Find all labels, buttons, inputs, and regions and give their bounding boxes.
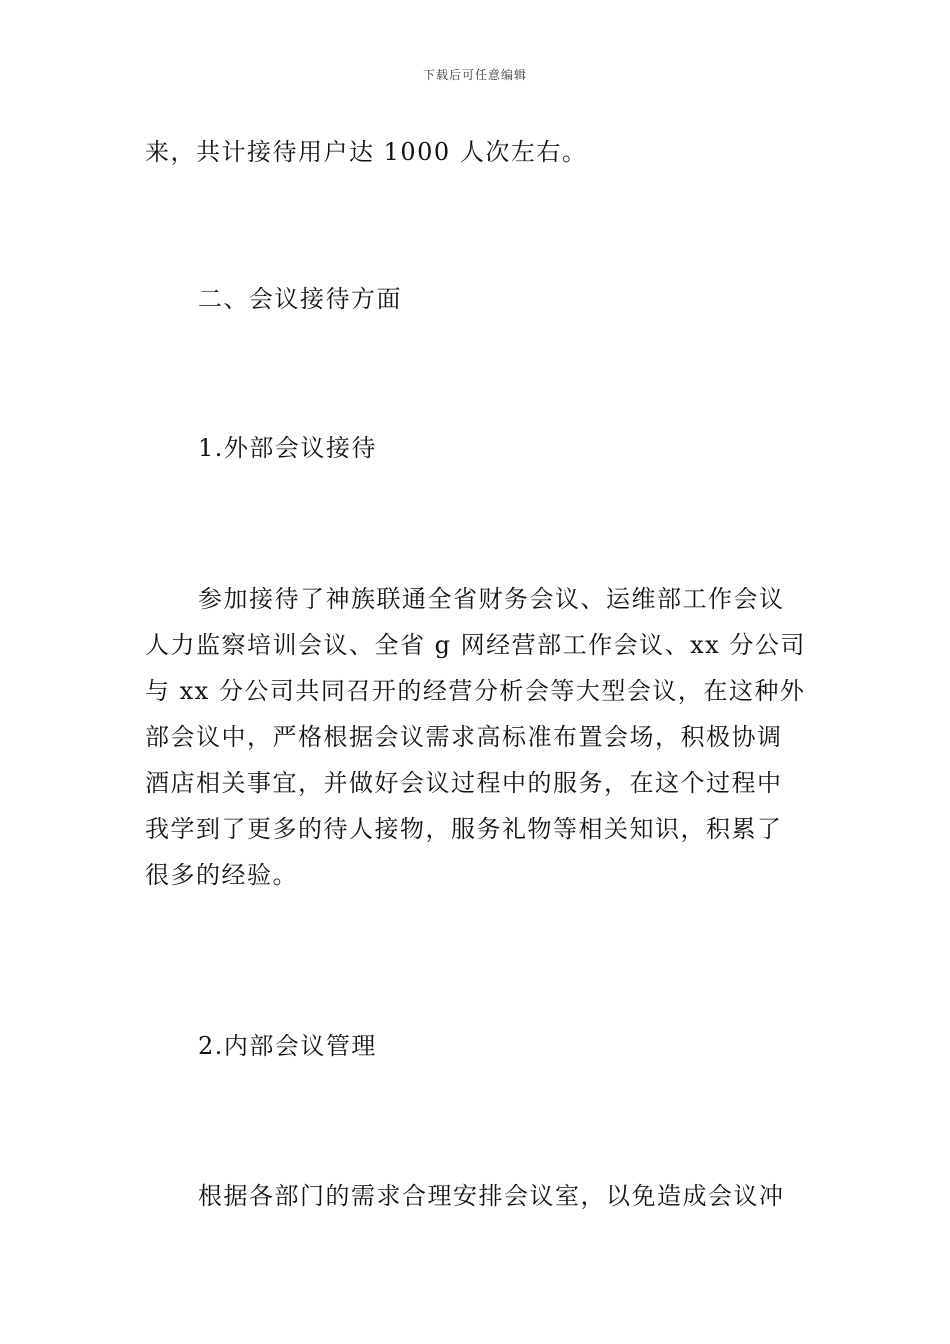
paragraph-line: 人力监察培训会议、全省 g 网经营部工作会议、xx 分公司 [145,631,806,659]
section-heading: 二、会议接待方面 [198,285,402,313]
paragraph-line: 参加接待了神族联通全省财务会议、运维部工作会议 [198,585,785,613]
subsection-heading-internal-meetings: 2.内部会议管理 [198,1032,377,1060]
paragraph-line: 我学到了更多的待人接物，服务礼物等相关知识，积累了 [145,815,783,843]
paragraph-line: 与 xx 分公司共同召开的经营分析会等大型会议，在这种外 [145,677,806,705]
subsection-heading-external-meetings: 1.外部会议接待 [198,434,377,462]
paragraph-line: 部会议中，严格根据会议需求高标准布置会场，积极协调 [145,723,783,751]
paragraph-line: 酒店相关事宜，并做好会议过程中的服务，在这个过程中 [145,769,783,797]
paragraph-line: 很多的经验。 [145,861,298,889]
paragraph-internal-meetings-line: 根据各部门的需求合理安排会议室，以免造成会议冲 [198,1182,785,1210]
page-header-note: 下载后可任意编辑 [422,68,527,82]
continued-text-line: 来，共计接待用户达 1000 人次左右。 [145,138,588,166]
paragraph-external-meetings [145,584,825,906]
